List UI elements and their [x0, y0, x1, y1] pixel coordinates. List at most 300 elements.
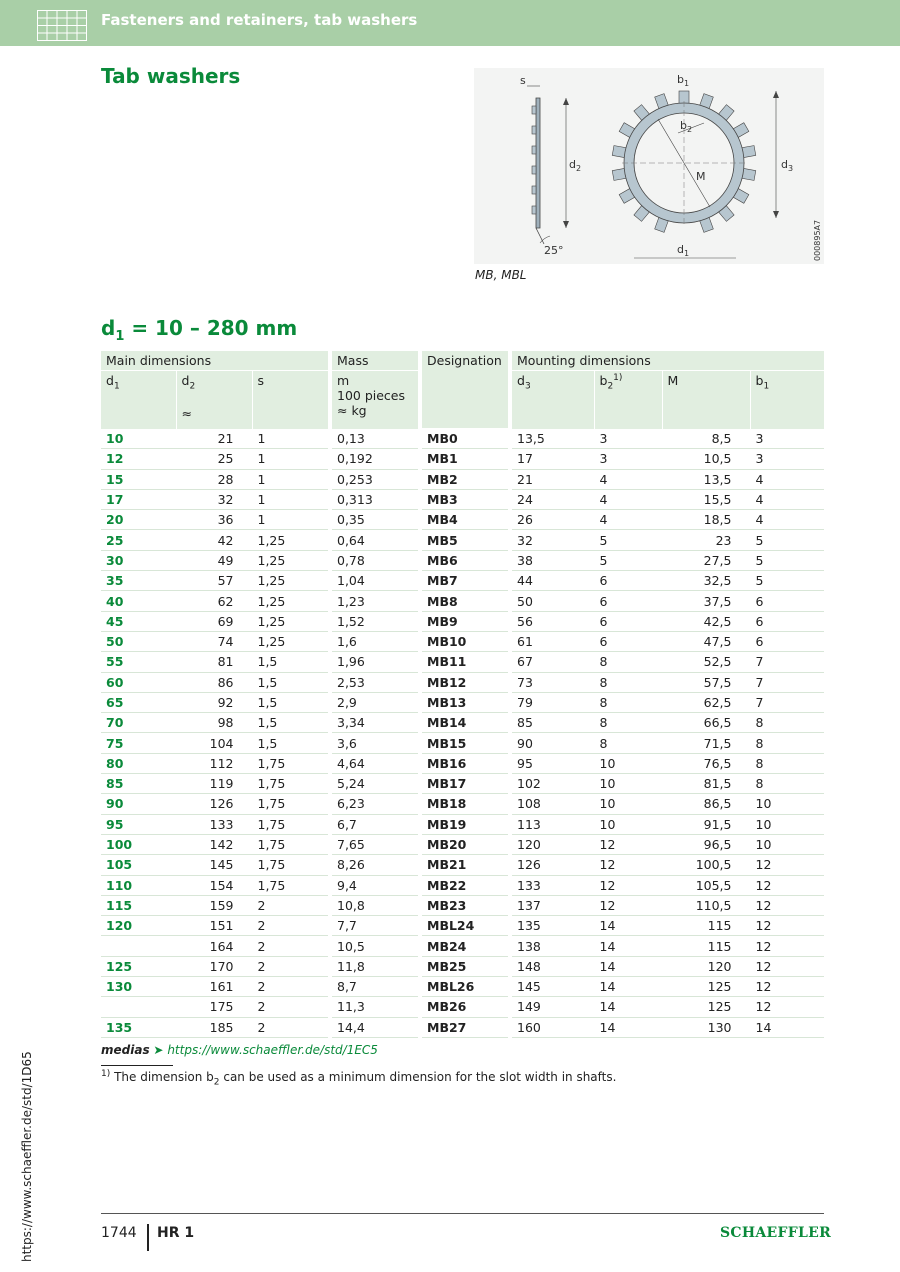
cell-d2: 25 [176, 449, 252, 469]
dimensions-table [101, 351, 824, 1038]
cell-designation: MB2 [422, 469, 508, 489]
cell-designation: MB24 [422, 936, 508, 956]
cell-d1: 90 [101, 794, 176, 814]
cell-d3: 95 [512, 753, 594, 773]
cell-d2: 142 [176, 834, 252, 854]
col-s: s [252, 371, 328, 429]
cell-d1: 65 [101, 692, 176, 712]
washer-technical-drawing [474, 68, 824, 264]
cell-s: 1,75 [252, 753, 328, 773]
cell-d1: 55 [101, 652, 176, 672]
col-b2: $b_2^{1)}$ [594, 371, 662, 429]
cell-s: 1 [252, 510, 328, 530]
cell-s: 1 [252, 469, 328, 489]
cell-M: 42,5 [662, 611, 750, 631]
cell-b2: 5 [594, 530, 662, 550]
cell-mass: 1,6 [332, 631, 418, 651]
cell-d3: 13,5 [512, 429, 594, 449]
cell-M: 71,5 [662, 733, 750, 753]
header-title: Fasteners and retainers, tab washers [101, 11, 418, 29]
cell-b2: 3 [594, 449, 662, 469]
cell-d3: 21 [512, 469, 594, 489]
cell-mass: 7,7 [332, 916, 418, 936]
cell-mass: 3,6 [332, 733, 418, 753]
cell-s: 2 [252, 1017, 328, 1037]
cell-designation: MB22 [422, 875, 508, 895]
cell-designation: MB0 [422, 429, 508, 449]
cell-mass: 10,5 [332, 936, 418, 956]
cell-designation: MB10 [422, 631, 508, 651]
cell-M: 115 [662, 916, 750, 936]
cell-d1: 100 [101, 834, 176, 854]
group-main: Main dimensions [101, 351, 328, 371]
cell-d1: 17 [101, 489, 176, 509]
range-heading [101, 316, 297, 344]
range-prefix: d [101, 316, 116, 340]
cell-d3: 61 [512, 631, 594, 651]
cell-mass: 0,78 [332, 550, 418, 570]
cell-d1: 120 [101, 916, 176, 936]
cell-d3: 44 [512, 571, 594, 591]
table-body [101, 429, 824, 1038]
table-row [101, 510, 824, 530]
cell-designation: MBL26 [422, 977, 508, 997]
tab-washer-drawing [474, 68, 824, 264]
cell-d2: 170 [176, 956, 252, 976]
group-designation: Designation [422, 351, 508, 429]
cell-s: 1,75 [252, 875, 328, 895]
cell-mass: 7,65 [332, 834, 418, 854]
col-d3: $d_3$ [512, 371, 594, 429]
cell-b2: 14 [594, 1017, 662, 1037]
cell-designation: MB16 [422, 753, 508, 773]
svg-text:d1 [677, 243, 689, 258]
cell-b2: 8 [594, 672, 662, 692]
cell-d1: 95 [101, 814, 176, 834]
cell-b2: 8 [594, 733, 662, 753]
cell-d1: 60 [101, 672, 176, 692]
cell-M: 91,5 [662, 814, 750, 834]
label-d1-sub: 1 [683, 249, 690, 258]
cell-d3: 120 [512, 834, 594, 854]
cell-d2: 62 [176, 591, 252, 611]
cell-b2: 4 [594, 469, 662, 489]
cell-designation: MB8 [422, 591, 508, 611]
col-b1: $b_1$ [750, 371, 824, 429]
cell-b1: 4 [750, 469, 824, 489]
cell-s: 1,5 [252, 652, 328, 672]
label-s: s [520, 74, 526, 87]
cell-d3: 138 [512, 936, 594, 956]
cell-b1: 5 [750, 530, 824, 550]
cell-mass: 0,35 [332, 510, 418, 530]
cell-b2: 4 [594, 489, 662, 509]
cell-b2: 12 [594, 875, 662, 895]
group-mass: Mass [332, 351, 418, 371]
cell-M: 27,5 [662, 550, 750, 570]
svg-text:d2 [569, 158, 581, 173]
cell-d1: 75 [101, 733, 176, 753]
cell-b1: 8 [750, 733, 824, 753]
cell-b1: 5 [750, 571, 824, 591]
cell-d2: 104 [176, 733, 252, 753]
cell-M: 96,5 [662, 834, 750, 854]
cell-mass: 9,4 [332, 875, 418, 895]
cell-s: 1,5 [252, 713, 328, 733]
cell-b2: 12 [594, 895, 662, 915]
cell-mass: 5,24 [332, 774, 418, 794]
range-text: = 10 – 280 mm [124, 316, 298, 340]
table-group-header [101, 351, 824, 371]
table-row [101, 713, 824, 733]
cell-mass: 0,64 [332, 530, 418, 550]
cell-d2: 81 [176, 652, 252, 672]
cell-b1: 14 [750, 1017, 824, 1037]
arrow-icon: ➤ [153, 1043, 164, 1057]
cell-d1: 35 [101, 571, 176, 591]
cell-s: 1,5 [252, 733, 328, 753]
label-d2: d [569, 158, 576, 171]
cell-M: 15,5 [662, 489, 750, 509]
table-row [101, 956, 824, 976]
cell-d2: 57 [176, 571, 252, 591]
cell-s: 1,25 [252, 631, 328, 651]
cell-s: 2 [252, 997, 328, 1017]
cell-b2: 8 [594, 692, 662, 712]
cell-M: 18,5 [662, 510, 750, 530]
cell-M: 37,5 [662, 591, 750, 611]
cell-b2: 8 [594, 652, 662, 672]
table-row [101, 774, 824, 794]
cell-d3: 38 [512, 550, 594, 570]
cell-mass: 0,13 [332, 429, 418, 449]
cell-d2: 161 [176, 977, 252, 997]
cell-b2: 12 [594, 855, 662, 875]
cell-d2: 151 [176, 916, 252, 936]
cell-d2: 36 [176, 510, 252, 530]
table-row [101, 936, 824, 956]
cell-b1: 12 [750, 956, 824, 976]
cell-mass: 2,9 [332, 692, 418, 712]
cell-d1 [101, 936, 176, 956]
cell-d3: 135 [512, 916, 594, 936]
table-row [101, 672, 824, 692]
cell-d3: 17 [512, 449, 594, 469]
cell-b1: 3 [750, 449, 824, 469]
cell-d1: 110 [101, 875, 176, 895]
cell-d1: 130 [101, 977, 176, 997]
cell-designation: MB23 [422, 895, 508, 915]
cell-designation: MB17 [422, 774, 508, 794]
cell-designation: MB19 [422, 814, 508, 834]
footnote-text-post: can be used as a minimum dimension for the slot width in shafts. [219, 1070, 617, 1084]
drawing-caption: MB, MBL [475, 268, 527, 282]
cell-s: 1,25 [252, 611, 328, 631]
cell-d2: 145 [176, 855, 252, 875]
cell-designation: MB6 [422, 550, 508, 570]
cell-b1: 12 [750, 916, 824, 936]
cell-d3: 160 [512, 1017, 594, 1037]
doc-code: HR 1 [157, 1225, 195, 1241]
cell-designation: MB25 [422, 956, 508, 976]
cell-d1: 135 [101, 1017, 176, 1037]
cell-b2: 10 [594, 814, 662, 834]
cell-d2: 164 [176, 936, 252, 956]
cell-b1: 8 [750, 753, 824, 773]
label-b1-sub: 1 [683, 79, 690, 88]
cell-d2: 86 [176, 672, 252, 692]
table-row [101, 997, 824, 1017]
table-row [101, 692, 824, 712]
footnote-mark: 1) [101, 1069, 111, 1079]
cell-d2: 69 [176, 611, 252, 631]
table-row [101, 794, 824, 814]
cell-M: 13,5 [662, 469, 750, 489]
table-row [101, 591, 824, 611]
cell-d1: 25 [101, 530, 176, 550]
cell-designation: MBL24 [422, 916, 508, 936]
cell-designation: MB4 [422, 510, 508, 530]
cell-d1: 125 [101, 956, 176, 976]
cell-b1: 12 [750, 855, 824, 875]
cell-b2: 12 [594, 834, 662, 854]
cell-d2: 119 [176, 774, 252, 794]
cell-M: 57,5 [662, 672, 750, 692]
cell-d2: 32 [176, 489, 252, 509]
cell-b2: 14 [594, 977, 662, 997]
cell-d1: 85 [101, 774, 176, 794]
cell-designation: MB9 [422, 611, 508, 631]
cell-mass: 0,192 [332, 449, 418, 469]
cell-s: 1 [252, 449, 328, 469]
cell-s: 1,75 [252, 814, 328, 834]
cell-d3: 50 [512, 591, 594, 611]
cell-d1: 15 [101, 469, 176, 489]
cell-d2: 74 [176, 631, 252, 651]
cell-designation: MB26 [422, 997, 508, 1017]
cell-b2: 4 [594, 510, 662, 530]
cell-d2: 21 [176, 429, 252, 449]
cell-M: 10,5 [662, 449, 750, 469]
cell-b1: 10 [750, 834, 824, 854]
label-d3: d [781, 158, 788, 171]
cell-d3: 56 [512, 611, 594, 631]
cell-mass: 2,53 [332, 672, 418, 692]
cell-d3: 32 [512, 530, 594, 550]
table-row [101, 571, 824, 591]
cell-d2: 98 [176, 713, 252, 733]
cell-d3: 79 [512, 692, 594, 712]
cell-b1: 3 [750, 429, 824, 449]
cell-b2: 10 [594, 774, 662, 794]
cell-b2: 10 [594, 794, 662, 814]
cell-designation: MB27 [422, 1017, 508, 1037]
label-b2-sub: 2 [686, 125, 693, 134]
header-bar [0, 0, 900, 46]
cell-b1: 6 [750, 591, 824, 611]
cell-b1: 7 [750, 672, 824, 692]
drawing-code: 000895A7 [813, 219, 822, 261]
medias-link[interactable] [101, 1043, 378, 1057]
cell-d3: 67 [512, 652, 594, 672]
cell-d2: 185 [176, 1017, 252, 1037]
footer-divider [101, 1213, 824, 1214]
cell-M: 125 [662, 997, 750, 1017]
cell-mass: 1,96 [332, 652, 418, 672]
cell-mass: 11,8 [332, 956, 418, 976]
footnote [101, 1069, 616, 1087]
cell-M: 62,5 [662, 692, 750, 712]
cell-b1: 10 [750, 794, 824, 814]
cell-s: 1,25 [252, 571, 328, 591]
cell-designation: MB12 [422, 672, 508, 692]
cell-M: 115 [662, 936, 750, 956]
cell-s: 1,25 [252, 530, 328, 550]
cell-d3: 126 [512, 855, 594, 875]
cell-b1: 4 [750, 510, 824, 530]
brand-logo: SCHAEFFLER [720, 1225, 832, 1241]
cell-designation: MB21 [422, 855, 508, 875]
cell-b1: 6 [750, 611, 824, 631]
cell-M: 47,5 [662, 631, 750, 651]
cell-d1: 115 [101, 895, 176, 915]
cell-s: 1,25 [252, 591, 328, 611]
cell-M: 110,5 [662, 895, 750, 915]
cell-M: 23 [662, 530, 750, 550]
col-mass: m 100 pieces ≈ kg [332, 371, 418, 429]
cell-d3: 113 [512, 814, 594, 834]
cell-d2: 175 [176, 997, 252, 1017]
label-angle: 25° [544, 244, 564, 257]
cell-b1: 7 [750, 692, 824, 712]
cell-d3: 102 [512, 774, 594, 794]
cell-mass: 1,04 [332, 571, 418, 591]
cell-d2: 92 [176, 692, 252, 712]
cell-M: 100,5 [662, 855, 750, 875]
cell-designation: MB5 [422, 530, 508, 550]
table-row [101, 449, 824, 469]
cell-s: 2 [252, 895, 328, 915]
cell-M: 125 [662, 977, 750, 997]
cell-b1: 10 [750, 814, 824, 834]
cell-mass: 8,7 [332, 977, 418, 997]
label-b2: b [680, 119, 687, 132]
cell-mass: 8,26 [332, 855, 418, 875]
cell-d2: 126 [176, 794, 252, 814]
group-mounting: Mounting dimensions [512, 351, 824, 371]
cell-mass: 6,7 [332, 814, 418, 834]
table-row [101, 611, 824, 631]
cell-M: 120 [662, 956, 750, 976]
cell-mass: 1,52 [332, 611, 418, 631]
cell-d2: 133 [176, 814, 252, 834]
cell-M: 76,5 [662, 753, 750, 773]
cell-b1: 12 [750, 977, 824, 997]
svg-text:b1 [677, 73, 689, 88]
cell-b1: 12 [750, 936, 824, 956]
cell-b2: 8 [594, 713, 662, 733]
cell-M: 32,5 [662, 571, 750, 591]
table-row [101, 814, 824, 834]
cell-mass: 6,23 [332, 794, 418, 814]
table-row [101, 429, 824, 449]
cell-M: 8,5 [662, 429, 750, 449]
label-M: M [696, 170, 706, 183]
cell-M: 81,5 [662, 774, 750, 794]
cell-d1: 12 [101, 449, 176, 469]
label-b1: b [677, 73, 684, 86]
cell-d3: 85 [512, 713, 594, 733]
svg-text:d3 [781, 158, 793, 173]
cell-d3: 133 [512, 875, 594, 895]
page-title: Tab washers [101, 64, 241, 88]
cell-b2: 14 [594, 956, 662, 976]
cell-mass: 3,34 [332, 713, 418, 733]
footnote-sub: 2 [213, 1077, 220, 1088]
cell-d3: 137 [512, 895, 594, 915]
cell-s: 1,25 [252, 550, 328, 570]
table-row [101, 1017, 824, 1037]
cell-mass: 1,23 [332, 591, 418, 611]
cell-d1: 105 [101, 855, 176, 875]
col-M: M [662, 371, 750, 429]
table-row [101, 855, 824, 875]
cell-d2: 112 [176, 753, 252, 773]
cell-s: 1,75 [252, 834, 328, 854]
grid-icon [37, 10, 87, 41]
label-d1: d [677, 243, 684, 256]
side-url[interactable]: https://www.schaeffler.de/std/1D65 [20, 1051, 34, 1262]
cell-M: 52,5 [662, 652, 750, 672]
cell-designation: MB13 [422, 692, 508, 712]
table-row [101, 489, 824, 509]
table-row [101, 834, 824, 854]
cell-b2: 6 [594, 571, 662, 591]
cell-b2: 14 [594, 916, 662, 936]
cell-d1 [101, 997, 176, 1017]
cell-d1: 20 [101, 510, 176, 530]
cell-designation: MB18 [422, 794, 508, 814]
cell-s: 1,5 [252, 672, 328, 692]
col-d2: $d_2$ ≈ [176, 371, 252, 429]
footer-separator [147, 1224, 149, 1251]
cell-d3: 24 [512, 489, 594, 509]
cell-designation: MB15 [422, 733, 508, 753]
cell-d3: 26 [512, 510, 594, 530]
cell-s: 1 [252, 429, 328, 449]
cell-d1: 70 [101, 713, 176, 733]
cell-s: 1 [252, 489, 328, 509]
label-d2-sub: 2 [575, 164, 582, 173]
cell-b2: 14 [594, 997, 662, 1017]
cell-d2: 28 [176, 469, 252, 489]
cell-mass: 0,313 [332, 489, 418, 509]
table-row [101, 550, 824, 570]
medias-label: medias [101, 1043, 150, 1057]
medias-url[interactable]: https://www.schaeffler.de/std/1EC5 [167, 1043, 378, 1057]
cell-b1: 12 [750, 875, 824, 895]
table-row [101, 916, 824, 936]
table-row [101, 875, 824, 895]
cell-s: 1,75 [252, 774, 328, 794]
dimensions-table-wrap [101, 351, 824, 1038]
cell-designation: MB11 [422, 652, 508, 672]
cell-b2: 14 [594, 936, 662, 956]
cell-mass: 14,4 [332, 1017, 418, 1037]
cell-d2: 159 [176, 895, 252, 915]
cell-M: 105,5 [662, 875, 750, 895]
cell-b1: 12 [750, 997, 824, 1017]
